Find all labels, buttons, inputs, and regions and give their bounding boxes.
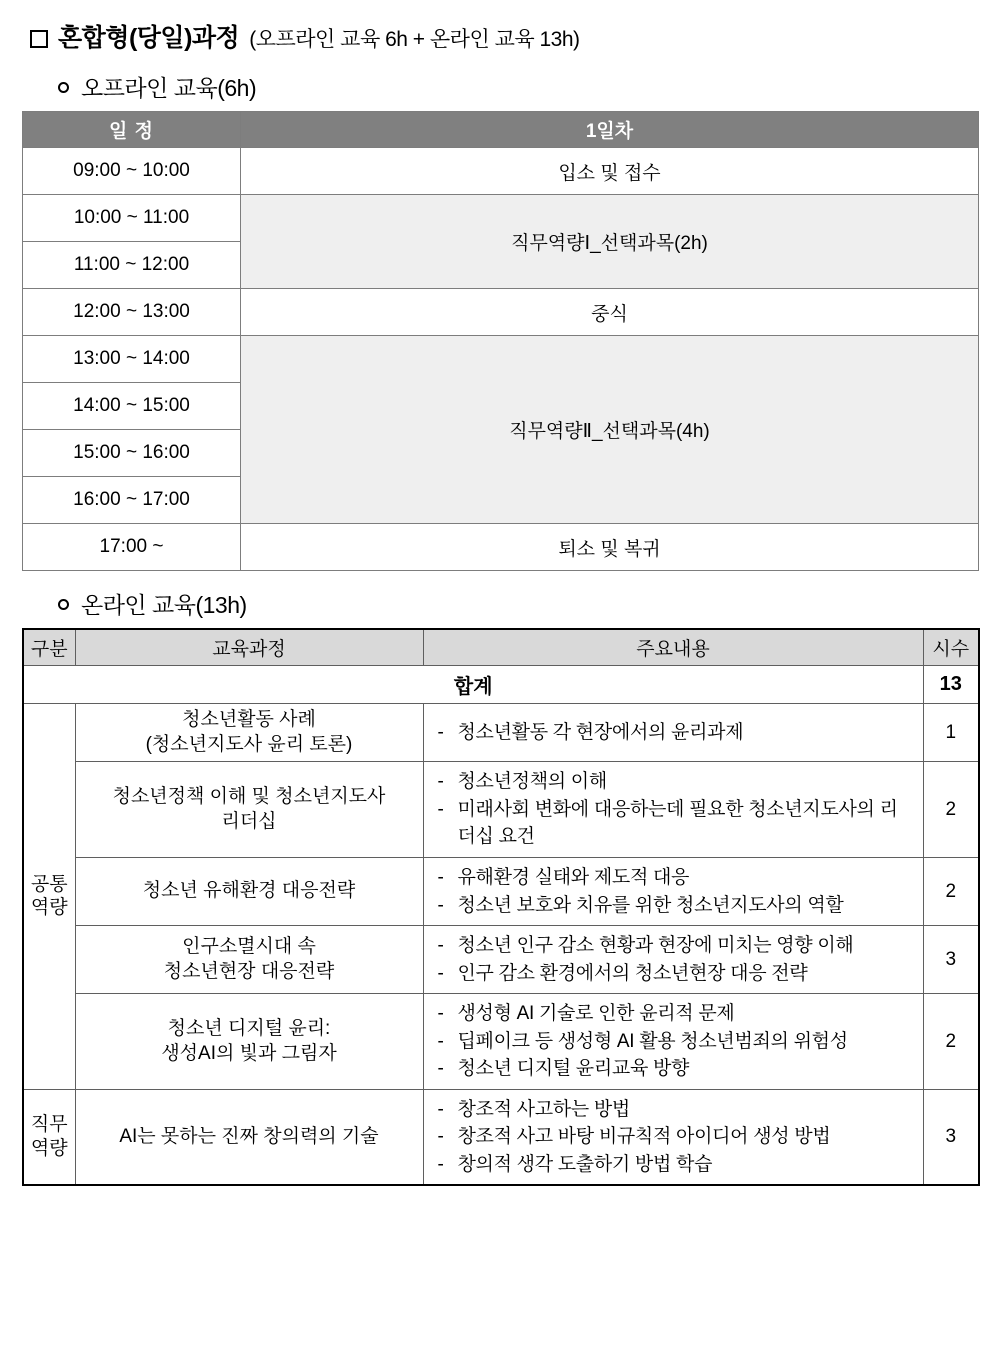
- section-heading-online-label: 온라인 교육(13h): [81, 592, 247, 618]
- course-line-2: (청소년지도사 윤리 토론): [145, 733, 353, 755]
- division-line-2: 역량: [30, 1138, 68, 1160]
- table-row: [23, 195, 979, 242]
- content-bullet: - 청소년활동 각 현장에서의 윤리과제: [434, 719, 915, 747]
- division-line-1: 직무: [30, 1114, 68, 1136]
- hours-cell: 2: [923, 858, 979, 926]
- course-cell: [75, 926, 423, 994]
- section-heading-online: [58, 587, 978, 620]
- activity-cell: 직무역량Ⅱ_선택과목(4h): [241, 336, 979, 524]
- content-bullet: - 유해환경 실태와 제도적 대응: [434, 864, 915, 892]
- activity-cell: 입소 및 접수: [241, 148, 979, 195]
- ring-bullet-icon: [58, 599, 69, 610]
- content-bullet: - 창의적 생각 도출하기 방법 학습: [434, 1151, 915, 1179]
- total-label: 합계: [23, 666, 923, 704]
- hours-cell: 2: [923, 762, 979, 858]
- division-cell-common: [23, 704, 75, 1090]
- content-bullet: - 청소년정책의 이해: [434, 768, 915, 796]
- time-cell: 14:00 ~ 15:00: [23, 383, 241, 430]
- table-row: [23, 1089, 979, 1185]
- column-header-schedule: 일 정: [23, 112, 241, 148]
- course-line-2: 청소년현장 대응전략: [163, 960, 335, 982]
- course-line-1: 청소년 디지털 윤리:: [167, 1017, 331, 1039]
- table-row: [23, 926, 979, 994]
- course-line-2: 리더십: [221, 810, 277, 832]
- content-cell: [423, 1089, 923, 1185]
- time-cell: 13:00 ~ 14:00: [23, 336, 241, 383]
- activity-cell: 중식: [241, 289, 979, 336]
- column-header-division: 구분: [23, 629, 75, 666]
- course-line-1: 청소년 유해환경 대응전략: [142, 880, 356, 902]
- section-heading-offline: [58, 70, 978, 103]
- course-cell: [75, 704, 423, 762]
- course-line-1: 청소년정책 이해 및 청소년지도사: [112, 786, 386, 807]
- content-bullet: - 창조적 사고하는 방법: [434, 1096, 915, 1124]
- content-bullet: - 생성형 AI 기술로 인한 윤리적 문제: [434, 1000, 915, 1028]
- column-header-day1: 1일차: [241, 112, 979, 148]
- content-bullet: - 청소년 디지털 윤리교육 방향: [434, 1055, 915, 1083]
- division-line-1: 공통: [30, 873, 68, 895]
- time-cell: 17:00 ~: [23, 524, 241, 571]
- page-title-bold: 혼합형(당일)과정: [58, 24, 240, 52]
- table-row: [23, 524, 979, 571]
- time-cell: 09:00 ~ 10:00: [23, 148, 241, 195]
- time-cell: 12:00 ~ 13:00: [23, 289, 241, 336]
- total-hours: 13: [923, 666, 979, 704]
- section-heading-offline-label: 오프라인 교육(6h): [81, 75, 257, 101]
- content-bullet: - 미래사회 변화에 대응하는데 필요한 청소년지도사의 리더십 요건: [434, 796, 915, 851]
- content-cell: [423, 926, 923, 994]
- table-row: [23, 289, 979, 336]
- content-bullet: - 인구 감소 환경에서의 청소년현장 대응 전략: [434, 960, 915, 988]
- content-cell: [423, 994, 923, 1090]
- content-bullet: - 창조적 사고 바탕 비규칙적 아이디어 생성 방법: [434, 1123, 915, 1151]
- activity-cell: 직무역량Ⅰ_선택과목(2h): [241, 195, 979, 289]
- table-header-row: [23, 629, 979, 666]
- column-header-content: 주요내용: [423, 629, 923, 666]
- content-cell: [423, 762, 923, 858]
- table-row: [23, 858, 979, 926]
- course-line-1: 청소년활동 사례: [182, 709, 316, 730]
- time-cell: 11:00 ~ 12:00: [23, 242, 241, 289]
- column-header-course: 교육과정: [75, 629, 423, 666]
- content-bullet: - 청소년 인구 감소 현황과 현장에 미치는 영향 이해: [434, 932, 915, 960]
- time-cell: 15:00 ~ 16:00: [23, 430, 241, 477]
- course-line-2: 생성AI의 빛과 그림자: [161, 1042, 337, 1064]
- ring-bullet-icon: [58, 82, 69, 93]
- activity-cell: 퇴소 및 복귀: [241, 524, 979, 571]
- course-cell: [75, 858, 423, 926]
- course-line-1: AI는 못하는 진짜 창의력의 기술: [119, 1125, 379, 1147]
- table-row: [23, 994, 979, 1090]
- hours-cell: 3: [923, 1089, 979, 1185]
- course-line-1: 인구소멸시대 속: [182, 935, 316, 957]
- content-cell: [423, 704, 923, 762]
- table-row: [23, 704, 979, 762]
- table-header-row: [23, 112, 979, 148]
- hours-cell: 1: [923, 704, 979, 762]
- online-curriculum-table: [22, 628, 980, 1186]
- division-line-2: 역량: [30, 897, 68, 919]
- hours-cell: 3: [923, 926, 979, 994]
- content-cell: [423, 858, 923, 926]
- page-title: [30, 18, 978, 54]
- column-header-hours: 시수: [923, 629, 979, 666]
- table-row: [23, 762, 979, 858]
- page-title-detail: (오프라인 교육 6h + 온라인 교육 13h): [249, 28, 580, 51]
- time-cell: 10:00 ~ 11:00: [23, 195, 241, 242]
- content-bullet: - 딥페이크 등 생성형 AI 활용 청소년범죄의 위험성: [434, 1028, 915, 1056]
- offline-schedule-table: [22, 111, 979, 571]
- course-cell: [75, 762, 423, 858]
- content-bullet: - 청소년 보호와 치유를 위한 청소년지도사의 역할: [434, 892, 915, 920]
- table-row: [23, 336, 979, 383]
- total-row: [23, 666, 979, 704]
- course-cell: [75, 994, 423, 1090]
- course-cell: [75, 1089, 423, 1185]
- empty-checkbox-icon: [30, 30, 48, 48]
- hours-cell: 2: [923, 994, 979, 1090]
- time-cell: 16:00 ~ 17:00: [23, 477, 241, 524]
- table-row: [23, 148, 979, 195]
- division-cell-duty: [23, 1089, 75, 1185]
